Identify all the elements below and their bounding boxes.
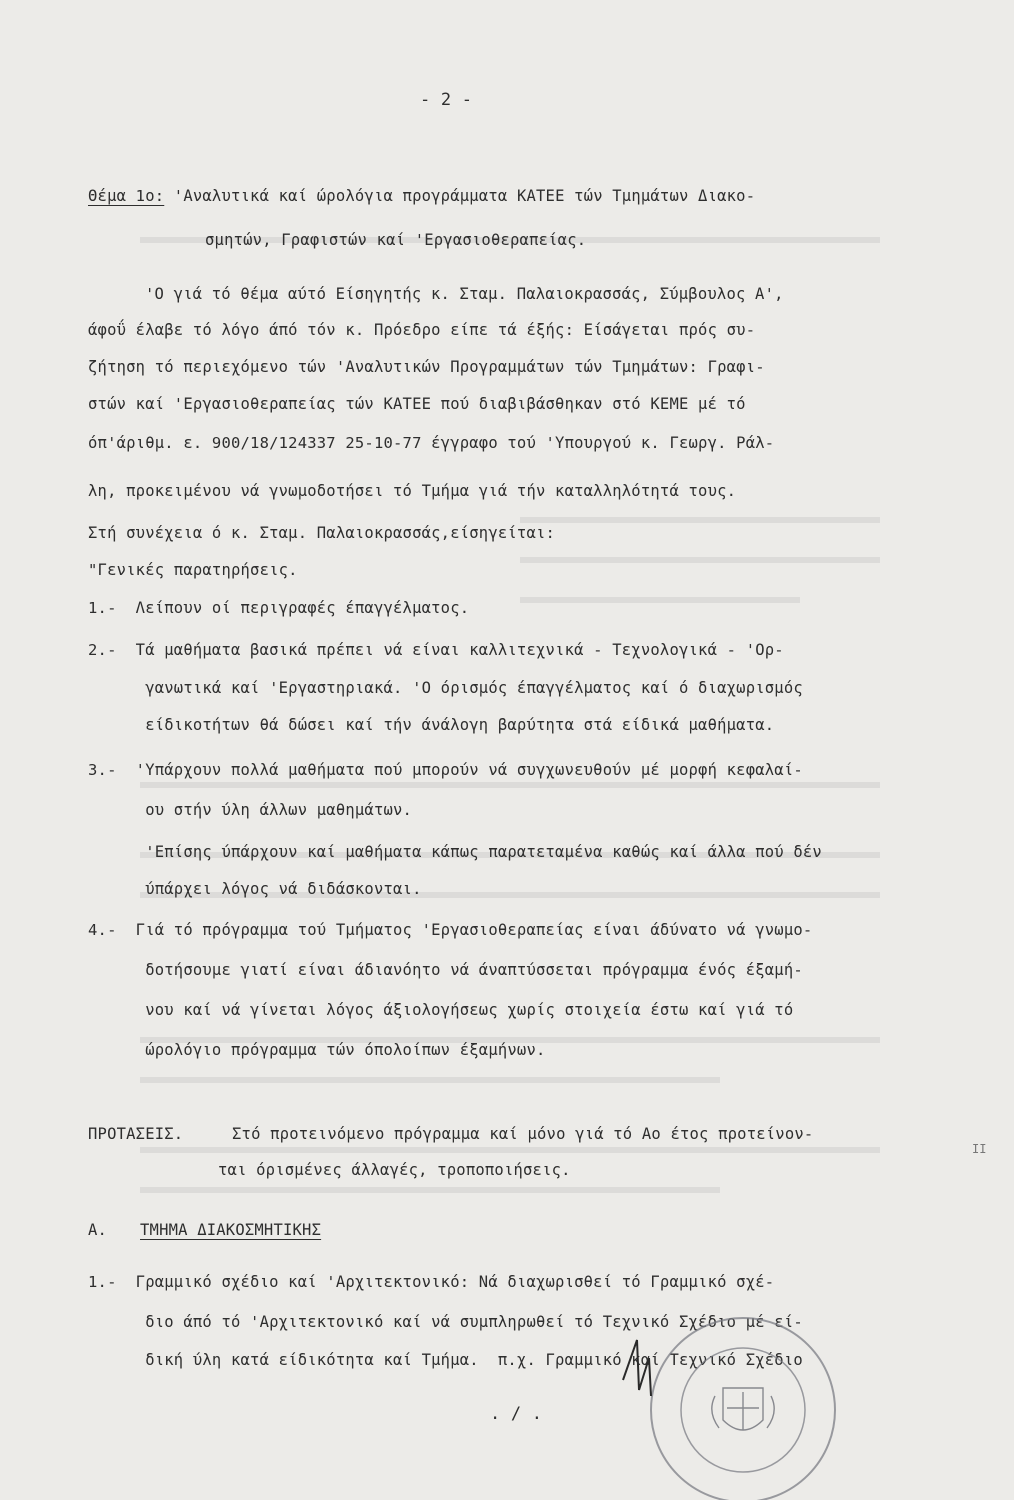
topic-line-2: σμητών, Γραφιστών καί 'Εργασιοθεραπείας.: [205, 231, 587, 249]
item-a1-cont: διο άπό τό 'Αρχιτεκτονικό καί νά συμπληρωθεί τό Τεχνικό Σχέδιο μέ εί-: [88, 1313, 803, 1331]
intro-line: λη, προκειμένου νά γνωμοδοτήσει τό Τμήμα γιά τήν καταλληλότητά τους.: [88, 482, 737, 500]
remark-item-3: 3.- 'Υπάρχουν πολλά μαθήματα πού μπορούν νά συγχωνευθούν μέ μορφή κεφαλαί-: [88, 761, 803, 779]
section-a-title: ΤΜΗΜΑ ΔΙΑΚΟΣΜΗΤΙΚΗΣ: [140, 1221, 322, 1239]
remark-item-4-cont: ώρολόγιο πρόγραμμα τών όπολοίπων έξαμήνων.: [88, 1041, 546, 1059]
item-a1: 1.- Γραμμικό σχέδιο καί 'Αρχιτεκτονικό: Νά διαχωρισθεί τό Γραμμικό σχέ-: [88, 1273, 775, 1291]
intro-line: ζήτηση τό περιεχόμενο τών 'Αναλυτικών Προγραμμάτων τών Τμημάτων: Γραφι-: [88, 358, 765, 376]
handwritten-initials: [623, 1340, 651, 1396]
remark-item-2: 2.- Τά μαθήματα βασικά πρέπει νά είναι καλλιτεχνικά - Τεχνολογικά - 'Ορ-: [88, 641, 784, 659]
remark-item-3-cont: ου στήν ύλη άλλων μαθημάτων.: [88, 801, 413, 819]
intro-line: άφοΰ έλαβε τό λόγο άπό τόν κ. Πρόεδρο είπε τά έξής: Είσάγεται πρός συ-: [88, 321, 756, 339]
remark-item-3-cont: ύπάρχει λόγος νά διδάσκονται.: [88, 880, 422, 898]
topic-heading: [88, 186, 755, 206]
remark-item-4-cont: δοτήσουμε γιατί είναι άδιανόητο νά άναπτύσσεται πρόγραμμα ένός έξαμή-: [88, 961, 803, 979]
continuation-mark: . / .: [490, 1404, 543, 1424]
intro-line: στών καί 'Εργασιοθεραπείας τών ΚΑΤΕΕ πού διαβιβάσθηκαν στό ΚΕΜΕ μέ τό: [88, 395, 746, 413]
section-a-label: Α.: [88, 1221, 108, 1239]
proposals-label: ΠΡΟΤΑΣΕΙΣ.: [88, 1125, 184, 1143]
topic-line-1: 'Αναλυτικά καί ώρολόγια προγράμματα ΚΑΤΕΕ τών Τμημάτων Διακο-: [164, 187, 756, 205]
proposals-line-1: Στό προτεινόμενο πρόγραμμα καί μόνο γιά τό Αο έτος προτείνον-: [232, 1125, 814, 1143]
item-a1-cont: δική ύλη κατά είδικότητα καί Τμήμα. π.χ. Γραμμικό καί Τεχνικό Σχέδιο: [88, 1351, 803, 1369]
remark-item-2-cont: είδικοτήτων θά δώσει καί τήν άνάλογη βαρύτητα στά είδικά μαθήματα.: [88, 716, 775, 734]
proposals-line-2: ται όρισμένες άλλαγές, τροποποιήσεις.: [218, 1161, 571, 1179]
remark-item-4-cont: νου καί νά γίνεται λόγος άξιολογήσεως χωρίς στοιχεία έστω καί γιά τό: [88, 1001, 794, 1019]
remark-item-3-cont: 'Επίσης ύπάρχουν καί μαθήματα κάπως παρατεταμένα καθώς καί άλλα πού δέν: [88, 843, 822, 861]
remark-item-1: 1.- Λείπουν οί περιγραφές έπαγγέλματος.: [88, 599, 470, 617]
intro-line: 'Ο γιά τό θέμα αύτό Είσηγητής κ. Σταμ. Παλαιοκρασσάς, Σύμβουλος Α',: [145, 285, 784, 303]
intro-line: όπ'άριθμ. ε. 900/18/124337 25-10-77 έγγραφο τού 'Υπουργού κ. Γεωργ. Ράλ-: [88, 434, 775, 452]
margin-mark: II: [972, 1142, 987, 1156]
remarks-heading: "Γενικές παρατηρήσεις.: [88, 561, 298, 579]
topic-label: Θέμα 1ο:: [88, 187, 165, 205]
page-number: - 2 -: [420, 90, 473, 110]
official-seal-stamp: [615, 1300, 845, 1500]
remark-item-4: 4.- Γιά τό πρόγραμμα τού Τμήματος 'Εργασιοθεραπείας είναι άδύνατο νά γνωμο-: [88, 921, 813, 939]
remark-item-2-cont: γανωτικά καί 'Εργαστηριακά. 'Ο όρισμός έπαγγέλματος καί ό διαχωρισμός: [88, 679, 803, 697]
intro-line: Στή συνέχεια ό κ. Σταμ. Παλαιοκρασσάς,είσηγείται:: [88, 524, 556, 542]
coat-of-arms-icon: [712, 1388, 774, 1430]
